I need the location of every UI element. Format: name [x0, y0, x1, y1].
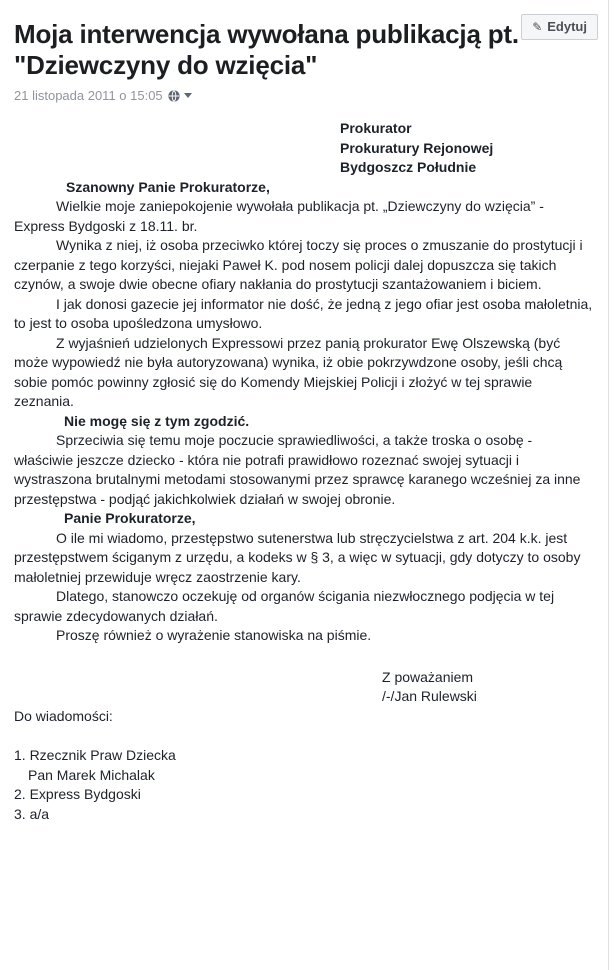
edit-button[interactable]: [521, 14, 598, 40]
cc-item-continuation: Pan Marek Michalak: [28, 766, 155, 783]
signature-line: /-/Jan Rulewski: [382, 688, 477, 704]
salutation: Szanowny Panie Prokuratorze,: [66, 178, 270, 195]
address-heading: Panie Prokuratorze,: [64, 510, 196, 526]
recipient-block: [340, 119, 594, 178]
letter-body: [0, 103, 608, 824]
signature-block: [382, 668, 594, 707]
note-meta: [14, 88, 594, 103]
pencil-icon: ✎: [532, 19, 543, 34]
statement-heading: Nie mogę się z tym zgodzić.: [64, 412, 250, 429]
paragraph: I jak donosi gazecie jej informator nie dość, że jedną z jego ofiar jest osoba małoletnia, to jest to osoba upośledzona umysłowo.: [14, 295, 593, 331]
paragraph: Wynika z niej, iż osoba przeciwko której toczy się proces o zmuszanie do prostytucji i czerpanie z tego korzyści, niejaki Paweł K. pod nosem policji dalej dopuszcza się takich czynów, a swoje dwie obecne ofiary nakłania do prostytucji szantażowaniem i biciem.: [14, 237, 583, 292]
paragraph: O ile mi wiadomo, przestępstwo sutenerstwa lub stręczycielstwa z art. 204 k.k. jest przestępstwem ściganym z urzędu, a kodeks w § 3, a więc w sytuacji, gdy dotyczy to osoby małoletniej przewiduje wręcz zaostrzenie kary.: [14, 529, 581, 585]
caret-down-icon: [184, 93, 192, 98]
paragraph: Wielkie moje zaniepokojenie wywołała publikacja pt. „Dziewczyny do wzięcia” - Express Bydgoski z 18.11. br.: [14, 198, 544, 234]
globe-icon: [168, 90, 180, 102]
page-title: Moja interwencja wywołana publikacją pt. "Dziewczyny do wzięcia": [14, 19, 519, 80]
cc-list: [14, 746, 594, 824]
edit-button-label: Edytuj: [547, 19, 587, 34]
paragraph: Dlatego, stanowczo oczekuję od organów ścigania niezwłocznego podjęcia w tej sprawie zdecydowanych działań.: [14, 588, 555, 624]
paragraph: Sprzeciwia się temu moje poczucie sprawiedliwości, a także troska o osobę - właściwie jeszcze dziecko - która nie potrafi prawidłowo rozeznać swojej sytuacji i wystraszona brutalnymi metodami stosowanymi przez sprawcę karanego wcześniej za inne przestępstwa - podjąć jakichkolwiek działań w swojej obronie.: [14, 432, 581, 507]
privacy-selector[interactable]: [168, 90, 192, 102]
cc-item: 1. Rzecznik Praw Dziecka: [14, 747, 176, 763]
recipient-line: Prokuratury Rejonowej: [340, 139, 494, 156]
recipient-line: Prokurator: [340, 120, 412, 136]
signature-line: Z poważaniem: [382, 668, 474, 685]
recipient-line: Bydgoszcz Południe: [340, 159, 477, 175]
note-header: [0, 0, 608, 103]
paragraph: Proszę również o wyrażenie stanowiska na piśmie.: [56, 627, 372, 643]
cc-item: 3. a/a: [14, 805, 50, 822]
cc-item: 2. Express Bydgoski: [14, 786, 141, 802]
note-date: 21 listopada 2011 o 15:05: [14, 88, 163, 103]
paragraph: Z wyjaśnień udzielonych Expressowi przez panią prokurator Ewę Olszewską (być może wypowiedź nie była autoryzowana) wynika, iż obie pokrzywdzone osoby, jeśli chcą sobie pomóc powinny zgłosić się do Komendy Miejskiej Policji i złożyć w tej sprawie zeznania.: [14, 334, 563, 409]
cc-heading: Do wiadomości:: [14, 707, 113, 724]
